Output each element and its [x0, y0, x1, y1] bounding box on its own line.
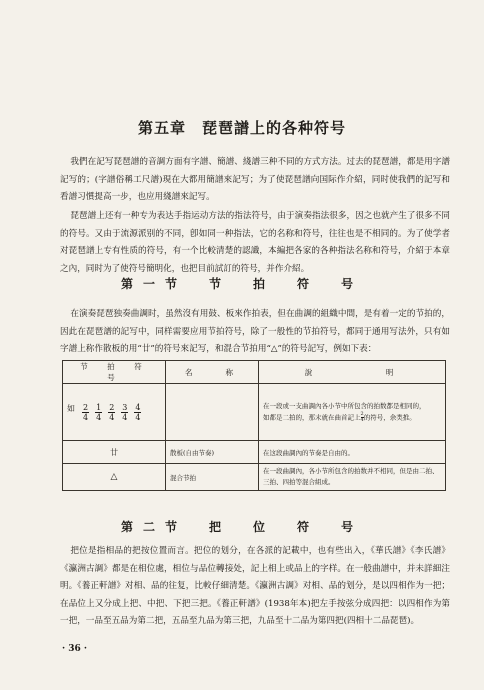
- free-meter-explanation: 在这段曲調內的节奏是自由的。: [259, 441, 446, 464]
- page-number: · 36 ·: [62, 644, 88, 654]
- mixed-meter-name: 混合节拍: [166, 464, 259, 491]
- table-header-name: 名 称: [166, 361, 259, 384]
- section-2-title: 第二节 把 位 符 号: [120, 520, 363, 534]
- explanation-line: 在一段或一支曲調內各小节中所包含的拍数都是相同的，: [263, 401, 426, 410]
- time-signature: $\frac{4}{4}$: [135, 402, 141, 422]
- free-meter-name: 散板(自由节奏): [166, 441, 259, 464]
- section-2-paragraph: 把位是指相品的把按位置而言。把位的划分，在各派的記載中，也有些出入，《華氏譜》《李氏譜》《瀛洲古調》都是在相位處，相位与品位轉接处，記上相上或品上的字样。在一般曲譜中，并未詳細注明。《養正軒譜》对相、品的往复，比較仔細清楚。《瀛洲古調》对相、品的划分，是以四相作为一把；在品位上又分成上把、中把、下把三把。《養正軒譜》(1938年本)把左手按弦分成四把：以四相作为第一把，一品至五品为第二把，五品至九品为第三把，九品至十二品为第四把(四相十二品琵琶)。: [60, 546, 450, 627]
- name-cell-empty: [166, 384, 259, 441]
- example-prefix: 如: [67, 403, 75, 413]
- time-signature: $\frac{1}{4}$: [96, 402, 102, 422]
- intro-paragraph-1: 我們在記写琵琶譜的音調方面有字譜、簡譜、綫譜三种不同的方式方法。过去的琵琶譜，都是用字譜記写的；(字譜俗稱工尺譜)現在大都用簡譜來記写；为了使琵琶譜向国际作介紹，同时使我們的記写和看譜习慣提高一步，也应用綫譜來記写。: [60, 157, 450, 203]
- explanation-line: 如都是二拍的，那末就在曲首記上 $\frac{2}{4}$ 的符号，余类推。: [263, 410, 416, 423]
- table-header-explanation: 說 明: [259, 361, 446, 384]
- chapter-title: 第五章 琵琶譜上的各种符号: [137, 119, 346, 137]
- free-meter-symbol: 廿: [63, 441, 166, 464]
- time-signature: $\frac{3}{4}$: [122, 402, 128, 422]
- table-row: [63, 441, 446, 464]
- time-signature: $\frac{2}{4}$: [83, 402, 89, 422]
- time-signature-cell: [63, 384, 166, 441]
- intro-paragraph-2: 琵琶譜上还有一种专为表达手指运动方法的指法符号，由于演奏指法很多，因之也就产生了很多不同的符号。又由于流源派别的不同，卽如同一种指法，它的名称和符号，往往也是不相同的。为了使学者对琵琶譜上专有性质的符号，有一个比較清楚的認識，本編把各家的各种指法名称和符号，介紹于本章之內，同时为了使符号簡明化，也把目前試訂的符号，并作介紹。: [60, 211, 450, 274]
- time-signature: $\frac{2}{4}$: [109, 402, 115, 422]
- table-row: [63, 464, 446, 491]
- table-header-symbol: 节 拍 符 号: [63, 361, 166, 384]
- inline-time-signature: $\frac{2}{4}$: [360, 410, 364, 423]
- beat-symbol-table: [62, 360, 446, 491]
- section-1-title: 第一节 节 拍 符 号: [120, 277, 363, 291]
- explanation-cell: [259, 384, 446, 441]
- mixed-meter-explanation: 在一段曲調內，各小节所包含的拍数并不相同，但是由二拍、 三拍、四拍等混合組成。: [259, 464, 446, 491]
- table-row: [63, 384, 446, 441]
- mixed-meter-symbol: △: [63, 464, 166, 491]
- section-1-paragraph: 在演奏琵琶独奏曲調时，虽然沒有用鼓、板來作拍表，但在曲調的組織中間，是有着一定的节拍的，因此在琵琶譜的記写中，同样需要应用节拍符号，除了一般性的节拍符号，都同于通用写法外，只有如字譜上称作散板的用“廿”的符号來記写，和混合节拍用“△”的符号記写，例如下表：: [60, 309, 450, 355]
